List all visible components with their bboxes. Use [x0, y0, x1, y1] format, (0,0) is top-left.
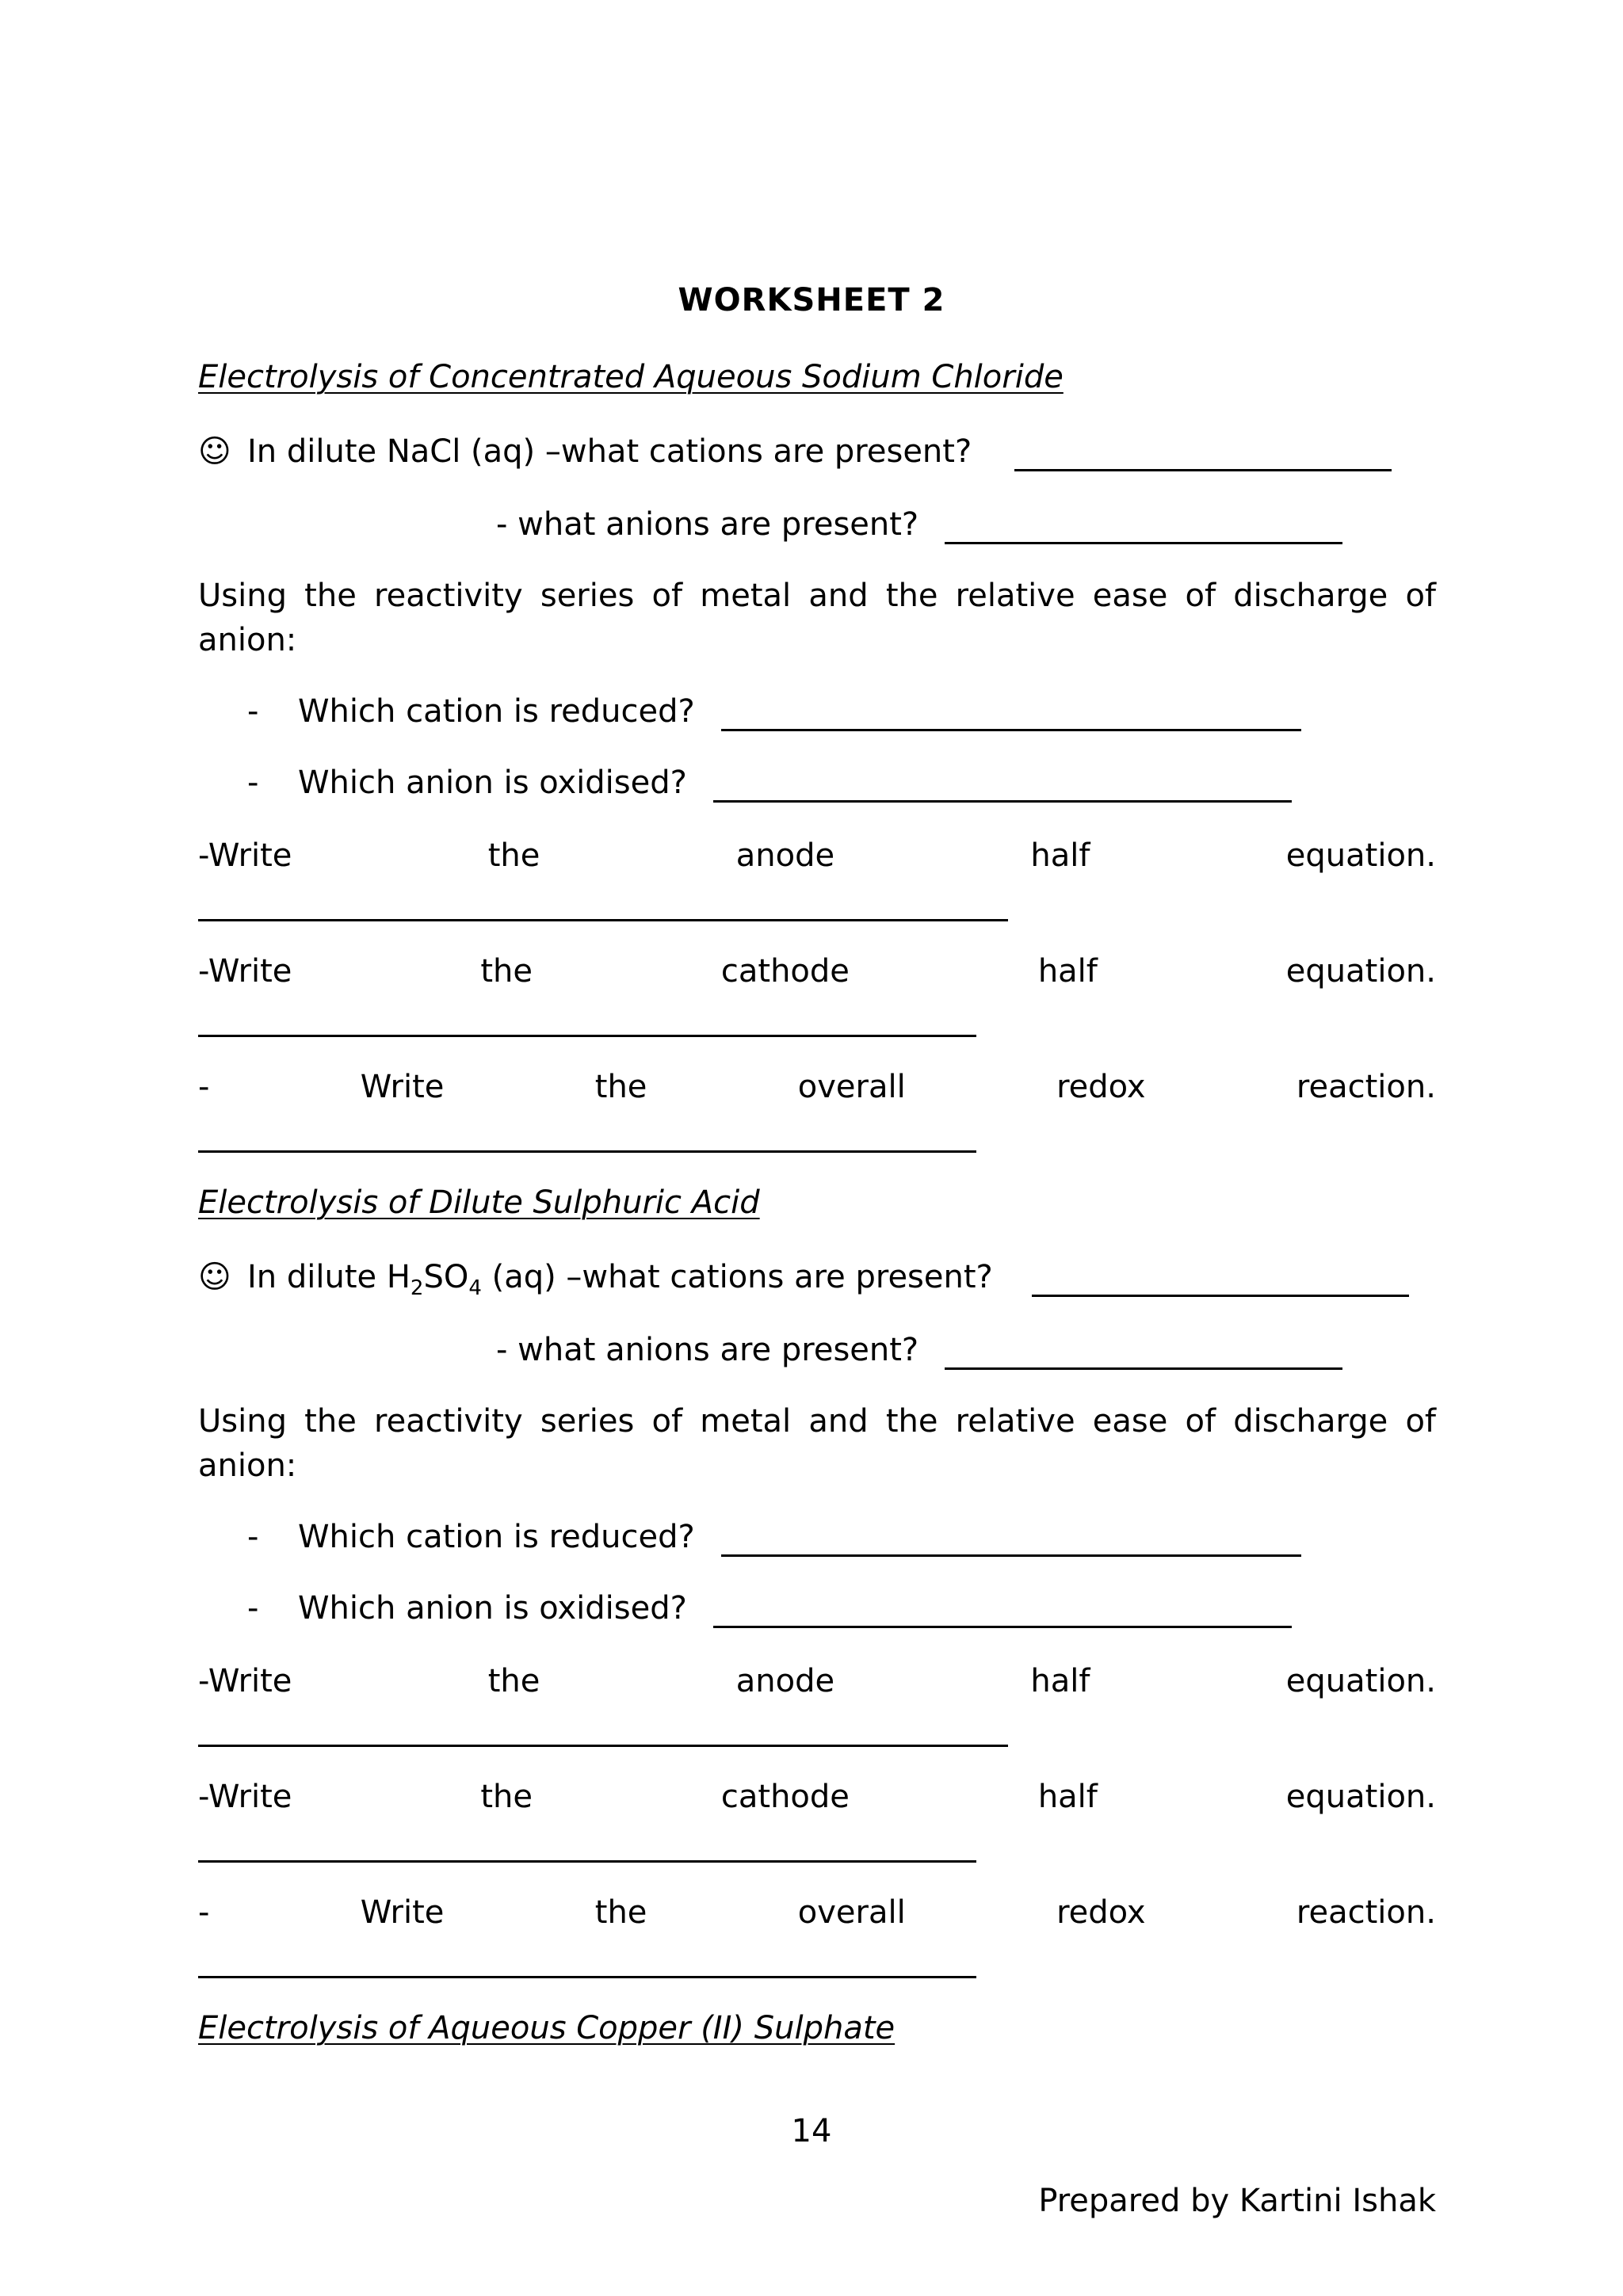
bullet-dash: -	[247, 1519, 259, 1555]
word: half	[1037, 1779, 1098, 1815]
question-cation-reduced: Which cation is reduced?	[298, 693, 695, 730]
word: -	[198, 1069, 210, 1105]
answer-blank-anion-oxidised[interactable]	[713, 1626, 1292, 1628]
word: cathode	[720, 1779, 850, 1815]
prompt-cathode-equation	[198, 952, 1436, 990]
word: reaction.	[1296, 1069, 1436, 1105]
word: overall	[797, 1069, 906, 1105]
word: half	[1030, 837, 1090, 874]
answer-blank-anions-h2so4[interactable]	[945, 1367, 1342, 1370]
reactivity-instruction: Using the reactivity series of metal and the relative ease of discharge of anion:	[198, 578, 1436, 658]
word: -Write	[198, 1779, 292, 1815]
word: redox	[1056, 1069, 1146, 1105]
question-text-part: SO	[423, 1259, 469, 1295]
footer-author: Prepared by Kartini Ishak	[1038, 2183, 1436, 2219]
section-heading-sulphuric-acid: Electrolysis of Dilute Sulphuric Acid	[198, 1184, 760, 1221]
word: Write	[360, 1894, 445, 1931]
word: half	[1030, 1663, 1090, 1699]
word: the	[594, 1894, 647, 1931]
answer-blank-cathode-equation[interactable]	[198, 1035, 976, 1037]
word: Write	[360, 1069, 445, 1105]
section-heading-copper-sulphate: Electrolysis of Aqueous Copper (II) Sulphate	[198, 2010, 896, 2046]
reactivity-instruction: Using the reactivity series of metal and the relative ease of discharge of anion:	[198, 1403, 1436, 1484]
word: anode	[735, 1663, 835, 1699]
word: -	[198, 1894, 210, 1931]
answer-blank-cathode-equation[interactable]	[198, 1860, 976, 1863]
question-anion-oxidised: Which anion is oxidised?	[298, 1590, 687, 1627]
prompt-anode-equation	[198, 1662, 1436, 1700]
question-anions-nacl: - what anions are present?	[496, 506, 919, 543]
prompt-cathode-equation	[198, 1778, 1436, 1816]
answer-blank-anode-equation[interactable]	[198, 1745, 1008, 1747]
word: the	[487, 1663, 540, 1699]
word: the	[487, 837, 540, 874]
question-cations-nacl	[198, 433, 972, 471]
prompt-redox-reaction	[198, 1068, 1436, 1106]
bullet-dash: -	[247, 765, 259, 801]
word: -Write	[198, 1663, 292, 1699]
question-text-part: In dilute H	[247, 1259, 411, 1295]
answer-blank-cation-reduced[interactable]	[721, 1554, 1301, 1557]
bullet-dash: -	[247, 1590, 259, 1627]
prompt-redox-reaction	[198, 1894, 1436, 1932]
word: cathode	[720, 953, 850, 990]
question-anion-oxidised: Which anion is oxidised?	[298, 765, 687, 801]
answer-blank-anion-oxidised[interactable]	[713, 800, 1292, 803]
answer-blank-cation-reduced[interactable]	[721, 729, 1301, 731]
subscript: 2	[410, 1276, 424, 1300]
question-cation-reduced: Which cation is reduced?	[298, 1519, 695, 1555]
word: equation.	[1285, 837, 1436, 874]
answer-blank-redox-reaction[interactable]	[198, 1976, 976, 1978]
word: equation.	[1285, 1779, 1436, 1815]
subscript: 4	[468, 1276, 482, 1300]
answer-blank-redox-reaction[interactable]	[198, 1150, 976, 1153]
word: the	[594, 1069, 647, 1105]
word: anode	[735, 837, 835, 874]
answer-blank-cations-nacl[interactable]	[1014, 469, 1392, 471]
word: half	[1037, 953, 1098, 990]
smiley-icon: ☺	[198, 1259, 231, 1295]
word: the	[480, 953, 533, 990]
word: redox	[1056, 1894, 1146, 1931]
bullet-dash: -	[247, 693, 259, 730]
word: -Write	[198, 953, 292, 990]
question-cations-label: In dilute NaCl (aq) –what cations are present?	[247, 433, 972, 470]
word: the	[480, 1779, 533, 1815]
answer-blank-cations-h2so4[interactable]	[1032, 1295, 1409, 1297]
question-cations-h2so4	[198, 1258, 993, 1300]
page-number: 14	[791, 2113, 832, 2149]
word: reaction.	[1296, 1894, 1436, 1931]
answer-blank-anions-nacl[interactable]	[945, 542, 1342, 544]
page-title: WORKSHEET 2	[678, 282, 945, 318]
section-heading-sodium-chloride: Electrolysis of Concentrated Aqueous Sodium Chloride	[198, 359, 1064, 395]
question-text-part: (aq) –what cations are present?	[481, 1259, 993, 1295]
word: equation.	[1285, 953, 1436, 990]
answer-blank-anode-equation[interactable]	[198, 919, 1008, 921]
word: equation.	[1285, 1663, 1436, 1699]
word: overall	[797, 1894, 906, 1931]
question-anions-h2so4: - what anions are present?	[496, 1332, 919, 1368]
prompt-anode-equation	[198, 837, 1436, 875]
word: -Write	[198, 837, 292, 874]
smiley-icon: ☺	[198, 433, 231, 470]
